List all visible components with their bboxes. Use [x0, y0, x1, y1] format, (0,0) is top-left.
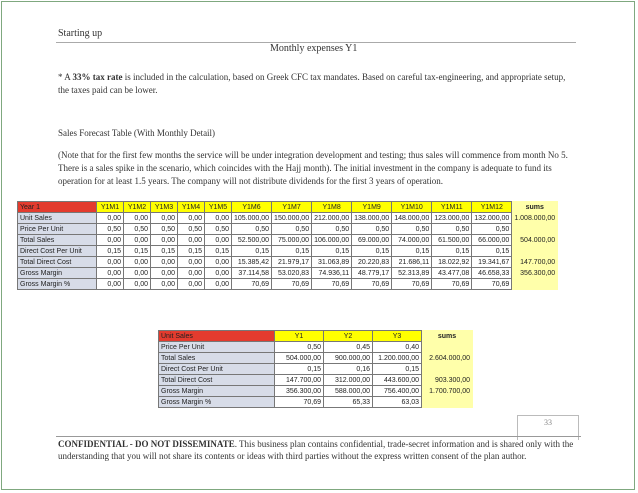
- table-cell: 70,69: [352, 279, 392, 290]
- table-row: [159, 353, 473, 364]
- table-cell: 48.779,17: [352, 268, 392, 279]
- table-cell: 0,00: [97, 268, 124, 279]
- table-cell: 0,50: [312, 224, 352, 235]
- row-label: Total Sales: [18, 235, 97, 246]
- table-cell: 0,50: [151, 224, 178, 235]
- table-cell: 65,33: [324, 397, 373, 408]
- table-cell: 0,00: [178, 235, 205, 246]
- table-cell: 106.000,00: [312, 235, 352, 246]
- table-cell: 138.000,00: [352, 213, 392, 224]
- table-cell: 0,00: [124, 213, 151, 224]
- confidential-text: . This business plan contains confidential, trade-secret information and is shared only with the understanding that you will not share its contents or ideas with third parties without the express written consent of the plan author.: [58, 439, 574, 461]
- table-header-row: [18, 202, 558, 213]
- table-cell: 74.936,11: [312, 268, 352, 279]
- table-cell: 70,69: [472, 279, 512, 290]
- table-cell: 0,15: [352, 246, 392, 257]
- sums-header: sums: [422, 331, 473, 342]
- table-cell: 0,15: [232, 246, 272, 257]
- section-title: Starting up: [58, 28, 103, 39]
- row-label: Gross Margin: [18, 268, 97, 279]
- table-cell: 0,16: [324, 364, 373, 375]
- row-label: Unit Sales: [18, 213, 97, 224]
- table-cell: 70,69: [392, 279, 432, 290]
- table-cell: 0,00: [124, 279, 151, 290]
- tax-note: [58, 71, 578, 97]
- month-header: Y1M3: [151, 202, 178, 213]
- table-cell: 46.658,33: [472, 268, 512, 279]
- month-header: Y1M7: [272, 202, 312, 213]
- table-row: [18, 279, 558, 290]
- table-row: [159, 386, 473, 397]
- table-cell: 132.000,00: [472, 213, 512, 224]
- month-header: Y1M5: [205, 202, 232, 213]
- table-row: [18, 213, 558, 224]
- row-label: Gross Margin %: [18, 279, 97, 290]
- table-cell: 0,15: [124, 246, 151, 257]
- table-row: [159, 364, 473, 375]
- table-cell: 0,00: [97, 279, 124, 290]
- table-cell: 0,50: [472, 224, 512, 235]
- table-cell: 443.600,00: [373, 375, 422, 386]
- table-cell: 70,69: [312, 279, 352, 290]
- confidentiality-notice: [58, 438, 583, 462]
- table-cell: 0,50: [232, 224, 272, 235]
- table-cell: 21.979,17: [272, 257, 312, 268]
- table-cell: 18.022,92: [432, 257, 472, 268]
- table-cell: 1.200.000,00: [373, 353, 422, 364]
- row-label: Direct Cost Per Unit: [18, 246, 97, 257]
- table-cell: 63,03: [373, 397, 422, 408]
- month-header: Y1M10: [392, 202, 432, 213]
- table-cell: 212.000,00: [312, 213, 352, 224]
- table-row: [159, 397, 473, 408]
- table-cell: 147.700,00: [275, 375, 324, 386]
- table-cell: 0,15: [97, 246, 124, 257]
- table-cell: 0,50: [178, 224, 205, 235]
- table-cell: 0,00: [151, 235, 178, 246]
- row-label: Price Per Unit: [159, 342, 275, 353]
- table-cell: 0,00: [97, 235, 124, 246]
- month-header: Y1M4: [178, 202, 205, 213]
- month-header: Y1M12: [472, 202, 512, 213]
- tax-note-text: is included in the calculation, based on Greek CFC tax mandates. Based on careful tax-engineering, and appropriate setup, the taxes paid can be lower.: [58, 72, 566, 95]
- table-cell: 70,69: [275, 397, 324, 408]
- table-cell: 0,15: [151, 246, 178, 257]
- row-label: Total Direct Cost: [159, 375, 275, 386]
- forecast-note: (Note that for the first few months the service will be under integration development and testing; thus sales will commence from month No 5. There is a sales spike in the scenario, which coincides with the Hajj month). The initial investment in the company is adequate to fund its operation for at least 1.5 years. The company will not distribute dividends for the first 3 years of operation.: [58, 150, 568, 186]
- table-row: [18, 268, 558, 279]
- table-cell: 0,00: [178, 213, 205, 224]
- table-cell: 0,00: [205, 257, 232, 268]
- table-cell: 0,15: [205, 246, 232, 257]
- table-cell: 356.300,00: [275, 386, 324, 397]
- row-sum: 2.604.000,00: [422, 353, 473, 364]
- table-cell: 15.385,42: [232, 257, 272, 268]
- page-number: 33: [517, 415, 579, 440]
- table-cell: 0,00: [205, 213, 232, 224]
- table-row: [18, 246, 558, 257]
- table-cell: 900.000,00: [324, 353, 373, 364]
- table-cell: 0,00: [151, 268, 178, 279]
- table-cell: 756.400,00: [373, 386, 422, 397]
- month-header: Y1M9: [352, 202, 392, 213]
- table-cell: 52.500,00: [232, 235, 272, 246]
- table-cell: 0,15: [272, 246, 312, 257]
- table-row: [18, 257, 558, 268]
- table-row: [18, 224, 558, 235]
- yearly-sales-table: [158, 330, 473, 408]
- table-cell: 588.000,00: [324, 386, 373, 397]
- monthly-sales-table: [17, 201, 558, 290]
- table-cell: 0,00: [151, 279, 178, 290]
- table-cell: 0,00: [205, 268, 232, 279]
- table-cell: 0,00: [178, 257, 205, 268]
- table-cell: 61.500,00: [432, 235, 472, 246]
- month-header: Y1M6: [232, 202, 272, 213]
- table-header-row: [159, 331, 473, 342]
- row-sum: [512, 246, 558, 257]
- row-sum: [512, 279, 558, 290]
- table-cell: 20.220,83: [352, 257, 392, 268]
- table-cell: 43.477,08: [432, 268, 472, 279]
- table-cell: 0,00: [205, 235, 232, 246]
- table-cell: 504.000,00: [275, 353, 324, 364]
- forecast-heading: Sales Forecast Table (With Monthly Detail): [58, 128, 216, 138]
- table-corner-cell: Year 1: [18, 202, 97, 213]
- year-header: Y1: [275, 331, 324, 342]
- row-sum: [422, 342, 473, 353]
- table-cell: 70,69: [272, 279, 312, 290]
- row-label: Gross Margin: [159, 386, 275, 397]
- row-sum: [422, 364, 473, 375]
- table-cell: 0,50: [392, 224, 432, 235]
- confidential-label: CONFIDENTIAL - DO NOT DISSEMINATE: [58, 439, 235, 449]
- table-cell: 0,15: [432, 246, 472, 257]
- table-cell: 0,50: [272, 224, 312, 235]
- table-cell: 66.000,00: [472, 235, 512, 246]
- sums-header: sums: [512, 202, 558, 213]
- table-cell: 0,15: [373, 364, 422, 375]
- table-cell: 37.114,58: [232, 268, 272, 279]
- table-cell: 69.000,00: [352, 235, 392, 246]
- table-cell: 74.000,00: [392, 235, 432, 246]
- table-cell: 0,00: [178, 268, 205, 279]
- table-cell: 0,00: [97, 213, 124, 224]
- table-cell: 0,00: [151, 257, 178, 268]
- row-label: Total Direct Cost: [18, 257, 97, 268]
- table-cell: 70,69: [232, 279, 272, 290]
- row-sum: 903.300,00: [422, 375, 473, 386]
- table-cell: 53.020,83: [272, 268, 312, 279]
- table-row: [18, 235, 558, 246]
- row-label: Total Sales: [159, 353, 275, 364]
- table-cell: 31.063,89: [312, 257, 352, 268]
- table-cell: 0,00: [205, 279, 232, 290]
- table-cell: 0,00: [124, 235, 151, 246]
- month-header: Y1M2: [124, 202, 151, 213]
- row-sum: 356.300,00: [512, 268, 558, 279]
- table-corner-cell: Unit Sales: [159, 331, 275, 342]
- year-header: Y2: [324, 331, 373, 342]
- table-cell: 0,00: [178, 279, 205, 290]
- year-header: Y3: [373, 331, 422, 342]
- row-sum: 1.700.700,00: [422, 386, 473, 397]
- table-row: [159, 342, 473, 353]
- row-sum: 147.700,00: [512, 257, 558, 268]
- row-sum: 1.008.000,00: [512, 213, 558, 224]
- table-cell: 70,69: [432, 279, 472, 290]
- table-cell: 0,00: [151, 213, 178, 224]
- row-label: Price Per Unit: [18, 224, 97, 235]
- month-header: Y1M1: [97, 202, 124, 213]
- tax-rate-term: tax rate: [90, 72, 123, 82]
- page-title: Monthly expenses Y1: [270, 43, 358, 54]
- table-row: [159, 375, 473, 386]
- table-cell: 0,15: [472, 246, 512, 257]
- table-cell: 0,00: [97, 257, 124, 268]
- tax-rate-value: 33%: [72, 72, 91, 82]
- table-cell: 21.686,11: [392, 257, 432, 268]
- row-label: Direct Cost Per Unit: [159, 364, 275, 375]
- row-sum: [422, 397, 473, 408]
- table-cell: 150.000,00: [272, 213, 312, 224]
- table-cell: 0,00: [124, 268, 151, 279]
- table-cell: 0,50: [352, 224, 392, 235]
- table-cell: 0,45: [324, 342, 373, 353]
- tax-note-prefix: * A: [58, 72, 73, 82]
- table-cell: 0,00: [124, 257, 151, 268]
- table-cell: 75.000,00: [272, 235, 312, 246]
- table-cell: 0,15: [275, 364, 324, 375]
- table-cell: 0,15: [178, 246, 205, 257]
- table-cell: 312.000,00: [324, 375, 373, 386]
- table-cell: 0,15: [392, 246, 432, 257]
- table-cell: 123.000,00: [432, 213, 472, 224]
- table-cell: 0,50: [205, 224, 232, 235]
- table-cell: 0,50: [275, 342, 324, 353]
- table-cell: 148.000,00: [392, 213, 432, 224]
- row-label: Gross Margin %: [159, 397, 275, 408]
- table-cell: 52.313,89: [392, 268, 432, 279]
- month-header: Y1M8: [312, 202, 352, 213]
- table-cell: 0,15: [312, 246, 352, 257]
- table-cell: 0,50: [124, 224, 151, 235]
- table-cell: 105.000,00: [232, 213, 272, 224]
- table-cell: 19.341,67: [472, 257, 512, 268]
- table-cell: 0,50: [432, 224, 472, 235]
- row-sum: [512, 224, 558, 235]
- table-cell: 0,40: [373, 342, 422, 353]
- footer-rule: [56, 436, 581, 437]
- row-sum: 504.000,00: [512, 235, 558, 246]
- month-header: Y1M11: [432, 202, 472, 213]
- table-cell: 0,50: [97, 224, 124, 235]
